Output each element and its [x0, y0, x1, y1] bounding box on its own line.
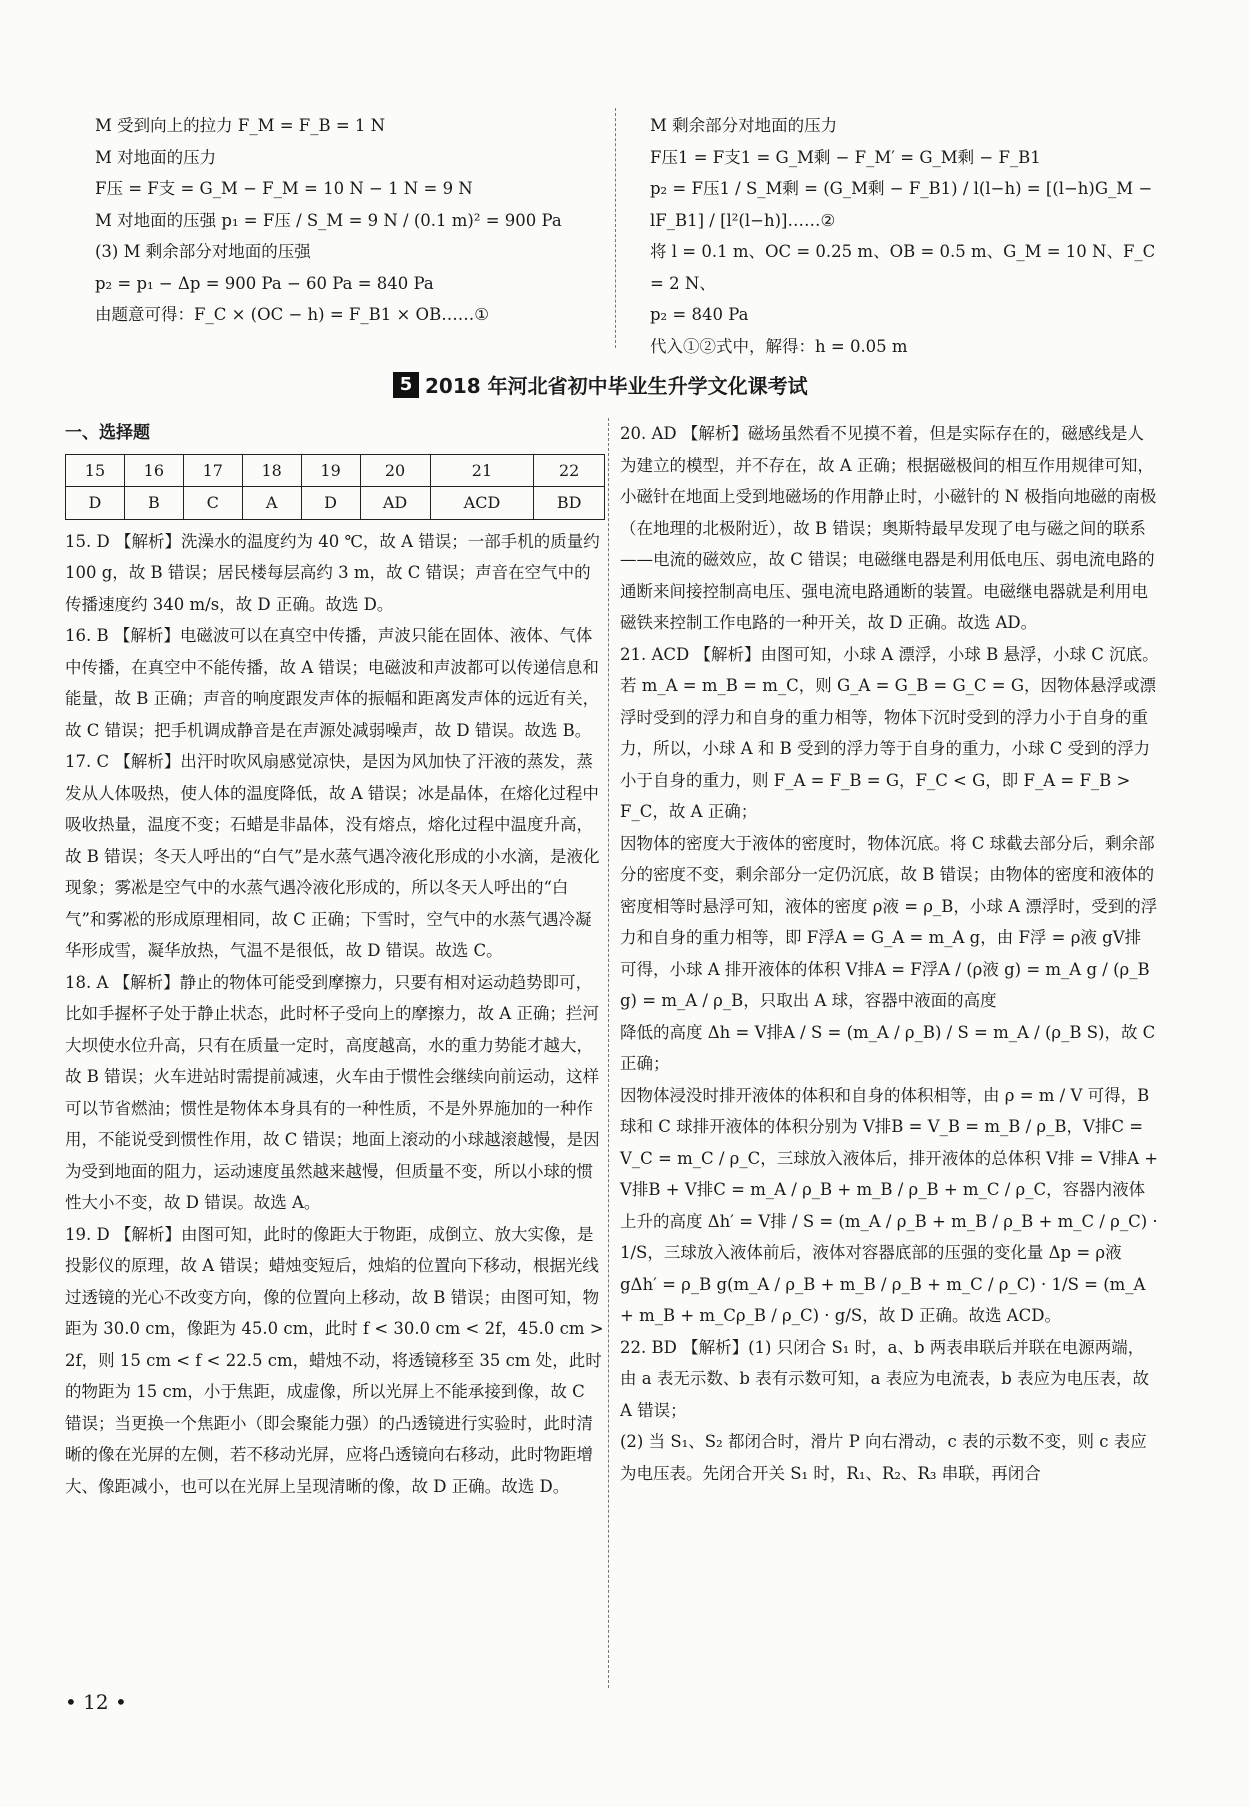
paragraph: 将 l = 0.1 m、OC = 0.25 m、OB = 0.5 m、G_M = 10 N、F_C = 2 N、	[650, 242, 1156, 293]
paragraph: 代入①②式中，解得：h = 0.05 m	[650, 336, 908, 356]
paragraph: (3) M 剩余部分对地面的压强	[95, 242, 311, 261]
paragraph: M 对地面的压强 p₁ = F压 / S_M = 9 N / (0.1 m)² = 900 Pa	[95, 210, 562, 230]
section-number-badge: 5	[393, 372, 419, 398]
table-row	[66, 487, 605, 520]
section-title-text: 2018 年河北省初中毕业生升学文化课考试	[425, 374, 808, 398]
paragraph: (2) 当 S₁、S₂ 都闭合时，滑片 P 向右滑动，c 表的示数不变，则 c 表应为电压表。先闭合开关 S₁ 时，R₁、R₂、R₃ 串联，再闭合	[620, 1432, 1147, 1483]
table-row	[66, 454, 605, 487]
paragraph: 22. BD 【解析】(1) 只闭合 S₁ 时，a、b 两表串联后并联在电源两端，由 a 表无示数、b 表有示数可知，a 表应为电流表，b 表应为电压表，故 A 错误；	[620, 1337, 1150, 1420]
table-cell: 17	[183, 454, 242, 487]
table-cell: B	[124, 487, 183, 520]
table-cell: D	[66, 487, 125, 520]
paragraph: 16. B 【解析】电磁波可以在真空中传播，声波只能在固体、液体、气体中传播，在真空中不能传播，故 A 错误；电磁波和声波都可以传递信息和能量，故 B 正确；声音的响度跟发声体的振幅和距离发声体的远近有关，故 C 错误；把手机调成静音是在声源处减弱噪声，故 D 错误。故选 B。	[65, 626, 600, 740]
top-right-column	[650, 110, 1160, 362]
paragraph: 15. D 【解析】洗澡水的温度约为 40 ℃，故 A 错误；一部手机的质量约 100 g，故 B 错误；居民楼每层高约 3 m，故 C 错误；声音在空气中的传播速度约 340 m/s，故 D 正确。故选 D。	[65, 531, 600, 614]
paragraph: 18. A 【解析】静止的物体可能受到摩擦力，只要有相对运动趋势即可，比如手握杯子处于静止状态，此时杯子受向上的摩擦力，故 A 正确；拦河大坝使水位升高，只有在质量一定时，高度越高，水的重力势能才越大，故 B 错误；火车进站时需提前减速，火车由于惯性会继续向前运动，这样可以节省燃油；惯性是物体本身具有的一种性质，不是外界施加的一种作用，不能说受到惯性作用，故 C 错误；地面上滚动的小球越滚越慢，是因为受到地面的阻力，运动速度虽然越来越慢，但质量不变，所以小球的惯性大小不变，故 D 错误。故选 A。	[65, 972, 600, 1212]
column-divider	[615, 108, 616, 348]
paragraph: p₂ = p₁ − Δp = 900 Pa − 60 Pa = 840 Pa	[95, 273, 434, 293]
table-cell: 15	[66, 454, 125, 487]
right-column	[620, 418, 1160, 1489]
paragraph: F压1 = F支1 = G_M剩 − F_M′ = G_M剩 − F_B1	[650, 147, 1041, 167]
table-cell: A	[242, 487, 301, 520]
table-cell: 18	[242, 454, 301, 487]
table-cell: 16	[124, 454, 183, 487]
paragraph: p₂ = 840 Pa	[650, 305, 749, 324]
paragraph: M 对地面的压力	[95, 147, 217, 167]
top-left-column	[95, 110, 595, 331]
table-cell: C	[183, 487, 242, 520]
table-cell: 22	[534, 454, 605, 487]
section-title	[393, 370, 808, 399]
paragraph: 21. ACD 【解析】由图可知，小球 A 漂浮，小球 B 悬浮，小球 C 沉底。若 m_A = m_B = m_C，则 G_A = G_B = G_C = G，因物体悬浮或漂浮时受到的浮力和自身的重力相等，物体下沉时受到的浮力小于自身的重力，所以，小球 A 和 B 受到的浮力等于自身的重力，小球 C 受到的浮力小于自身的重力，则 F_A = F_B = G，F_C < G，即 F_A = F_B > F_C，故 A 正确；	[620, 644, 1159, 821]
table-cell: 20	[360, 454, 430, 487]
table-cell: ACD	[430, 487, 534, 520]
page-number: • 12 •	[65, 1690, 127, 1714]
table-cell: D	[301, 487, 360, 520]
column-divider	[608, 418, 609, 1688]
answer-table	[65, 454, 605, 520]
paragraph: 19. D 【解析】由图可知，此时的像距大于物距，成倒立、放大实像，是投影仪的原理，故 A 错误；蜡烛变短后，烛焰的位置向下移动，根据光线过透镜的光心不改变方向，像的位置向上移动，故 B 错误；由图可知，物距为 30.0 cm，像距为 45.0 cm，此时 f < 30.0 cm < 2f，45.0 cm > 2f，则 15 cm < f < 22.5 cm，蜡烛不动，将透镜移至 35 cm 处，此时的物距为 15 cm，小于焦距，成虚像，所以光屏上不能承接到像，故 C 错误；当更换一个焦距小（即会聚能力强）的凸透镜进行实验时，此时清晰的像在光屏的左侧，若不移动光屏，应将凸透镜向右移动，此时物距增大、像距减小，也可以在光屏上呈现清晰的像，故 D 正确。故选 D。	[65, 1224, 604, 1496]
paragraph: p₂ = F压1 / S_M剩 = (G_M剩 − F_B1) / l(l−h) = [(l−h)G_M − lF_B1] / [l²(l−h)]……②	[650, 179, 1153, 230]
paragraph: 17. C 【解析】出汗时吹风扇感觉凉快，是因为风加快了汗液的蒸发，蒸发从人体吸热，使人体的温度降低，故 A 错误；冰是晶体，在熔化过程中吸收热量，温度不变；石蜡是非晶体，没有熔点，熔化过程中温度升高，故 B 错误；冬天人呼出的“白气”是水蒸气遇冷液化形成的小水滴，是液化现象；雾凇是空气中的水蒸气遇冷液化形成的，所以冬天人呼出的“白气”和雾凇的形成原理相同，故 C 正确；下雪时，空气中的水蒸气遇冷凝华形成雪，凝华放热，气温不是很低，故 D 错误。故选 C。	[65, 752, 600, 960]
table-cell: 19	[301, 454, 360, 487]
table-cell: BD	[534, 487, 605, 520]
table-cell: 21	[430, 454, 534, 487]
paragraph: M 剩余部分对地面的压力	[650, 116, 838, 135]
paragraph: 因物体浸没时排开液体的体积和自身的体积相等，由 ρ = m / V 可得，B 球和 C 球排开液体的体积分别为 V排B = V_B = m_B / ρ_B，V排C = V_C = m_C / ρ_C，三球放入液体后，排开液体的总体积 V排 = V排A + V排B + V排C = m_A / ρ_B + m_B / ρ_B + m_C / ρ_C，容器内液体上升的高度 Δh′ = V排 / S = (m_A / ρ_B + m_B / ρ_B + m_C / ρ_C) · 1/S，三球放入液体前后，液体对容器底部的压强的变化量 Δp = ρ液 gΔh′ = ρ_B g(m_A / ρ_B + m_B / ρ_B + m_C / ρ_C) · 1/S = (m_A + m_B + m_Cρ_B / ρ_C) · g/S，故 D 正确。故选 ACD。	[620, 1085, 1159, 1325]
paragraph: 由题意可得：F_C × (OC − h) = F_B1 × OB……①	[95, 305, 490, 324]
paragraph: 降低的高度 Δh = V排A / S = (m_A / ρ_B) / S = m_A / (ρ_B S)，故 C 正确；	[620, 1022, 1156, 1073]
choice-heading: 一、选择题	[65, 423, 150, 443]
table-cell: AD	[360, 487, 430, 520]
left-column	[65, 418, 605, 1502]
paragraph: F压 = F支 = G_M − F_M = 10 N − 1 N = 9 N	[95, 179, 473, 198]
paragraph: 20. AD 【解析】磁场虽然看不见摸不着，但是实际存在的，磁感线是人为建立的模型，并不存在，故 A 正确；根据磁极间的相互作用规律可知，小磁针在地面上受到地磁场的作用静止时，小磁针的 N 极指向地磁的南极（在地理的北极附近），故 B 错误；奥斯特最早发现了电与磁之间的联系——电流的磁效应，故 C 错误；电磁继电器是利用低电压、弱电流电路的通断来间接控制高电压、强电流电路通断的装置。电磁继电器就是利用电磁铁来控制工作电路的一种开关，故 D 正确。故选 AD。	[620, 424, 1157, 632]
paragraph: 因物体的密度大于液体的密度时，物体沉底。将 C 球截去部分后，剩余部分的密度不变，剩余部分一定仍沉底，故 B 错误；由物体的密度和液体的密度相等时悬浮可知，液体的密度 ρ液 = ρ_B，小球 A 漂浮时，受到的浮力和自身的重力相等，即 F浮A = G_A = m_A g，由 F浮 = ρ液 gV排 可得，小球 A 排开液体的体积 V排A = F浮A / (ρ液 g) = m_A g / (ρ_B g) = m_A / ρ_B，只取出 A 球，容器中液面的高度	[620, 833, 1158, 1010]
paragraph: M 受到向上的拉力 F_M = F_B = 1 N	[95, 116, 386, 135]
